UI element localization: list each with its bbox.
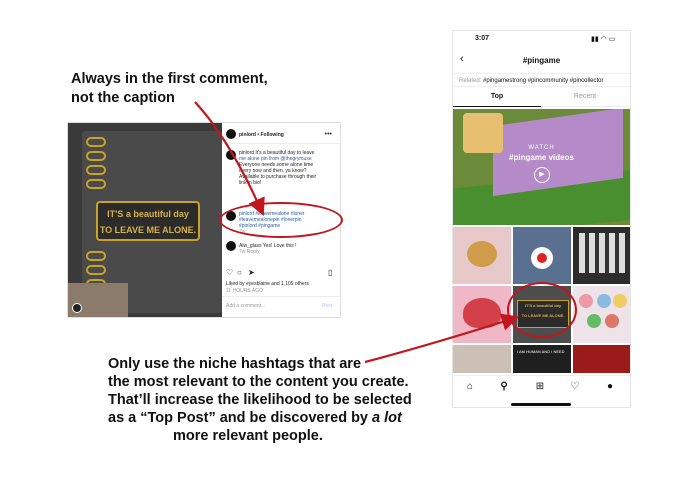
phone-hashtag-page xyxy=(452,30,631,408)
status-time: 3:07 xyxy=(475,35,490,42)
avatar[interactable] xyxy=(226,129,236,139)
grid-post[interactable] xyxy=(573,286,631,343)
videos-tile[interactable] xyxy=(453,109,630,225)
search-icon[interactable]: ⚲ xyxy=(500,381,508,392)
related-tag[interactable]: #pincollector xyxy=(569,78,604,84)
likes-count[interactable]: Liked by eyesblaine and 1,109 others xyxy=(226,281,309,287)
status-icons: ▮▮ ◠ ▭ xyxy=(591,36,616,43)
tab-top[interactable]: Top xyxy=(453,93,541,107)
related-tags-bar xyxy=(453,73,630,87)
annotation-niche-hashtags xyxy=(108,355,412,445)
related-tag[interactable]: #pincommunity xyxy=(527,78,569,84)
pin-text: IT'S a beautiful day xyxy=(107,209,189,219)
pin-text: TO LEAVE ME ALONE. xyxy=(99,225,197,235)
profile-icon[interactable]: ● xyxy=(606,381,614,392)
page-title: #pingame xyxy=(522,56,561,65)
home-icon[interactable]: ⌂ xyxy=(466,381,474,392)
heart-icon[interactable]: ♡ xyxy=(570,381,580,392)
bookmark-icon[interactable]: ▯ xyxy=(328,268,333,277)
add-comment-input[interactable]: Add a comment... xyxy=(226,303,266,309)
post-username[interactable]: pinlord • Following xyxy=(239,132,284,138)
play-icon[interactable]: ▶ xyxy=(534,167,550,183)
grid-post[interactable] xyxy=(453,227,511,284)
share-icon[interactable]: ➤ xyxy=(248,268,255,277)
annotation-line: Only use the niche hashtags that are xyxy=(108,356,362,372)
grid-post[interactable] xyxy=(453,345,511,373)
grid-post[interactable] xyxy=(513,227,571,284)
user-tag-icon[interactable] xyxy=(72,303,82,313)
post-caption: pinlord It's a beautiful day to leave me alone pin from @thegrymuse Everyone needs some alone time every now and then, ya know? Available to purchase through their link in bio! xyxy=(239,150,317,186)
highlight-oval xyxy=(507,282,577,338)
annotation-line: That’ll increase the likelihood to be selected xyxy=(108,392,412,408)
avatar xyxy=(226,150,236,160)
watch-label: WATCH xyxy=(528,145,555,151)
grid-post[interactable] xyxy=(573,227,631,284)
home-indicator xyxy=(511,403,571,406)
grid-post[interactable] xyxy=(573,345,631,373)
related-label: Related: xyxy=(459,78,482,84)
post-timestamp: 11 HOURS AGO xyxy=(226,288,263,294)
annotation-first-comment xyxy=(71,70,268,108)
annotation-line: Always in the first comment, xyxy=(71,71,268,87)
tab-bar xyxy=(453,93,630,107)
heart-icon[interactable]: ♡ xyxy=(226,268,234,277)
tab-recent[interactable]: Recent xyxy=(541,93,629,107)
grid-post[interactable] xyxy=(453,286,511,343)
highlight-oval xyxy=(219,202,343,238)
annotation-line: more relevant people. xyxy=(173,428,323,444)
videos-title: #pingame videos xyxy=(509,153,574,162)
back-chevron-icon[interactable]: ‹ xyxy=(460,53,464,65)
more-icon[interactable]: ••• xyxy=(324,131,332,138)
related-tag[interactable]: #pingamestrong xyxy=(483,78,527,84)
annotation-line: not the caption xyxy=(71,90,175,106)
grid-post[interactable]: I AM HUMAN AND I NEED xyxy=(513,345,571,373)
grid-post-highlighted[interactable]: IT'S a beautiful day TO LEAVE ME ALONE. xyxy=(513,286,571,343)
add-post-icon[interactable]: ⊞ xyxy=(535,381,545,392)
annotation-line: as a “Top Post” and be discovered by a lot xyxy=(108,410,402,426)
post-photo xyxy=(68,123,222,317)
annotation-line: the most relevant to the content you create. xyxy=(108,374,409,390)
second-comment: Alw_glass Yes! Love this ! 7w Reply xyxy=(239,243,297,255)
post-comment-button[interactable]: Post xyxy=(322,303,333,309)
avatar xyxy=(226,241,236,251)
comment-icon[interactable]: ○ xyxy=(237,268,242,277)
first-comment-hashtags: pinlord #leavemealone #loner #leavemealonepin #lonerpin #pinlord #pingame 7w xyxy=(239,211,305,235)
enamel-pin-image xyxy=(96,201,200,241)
